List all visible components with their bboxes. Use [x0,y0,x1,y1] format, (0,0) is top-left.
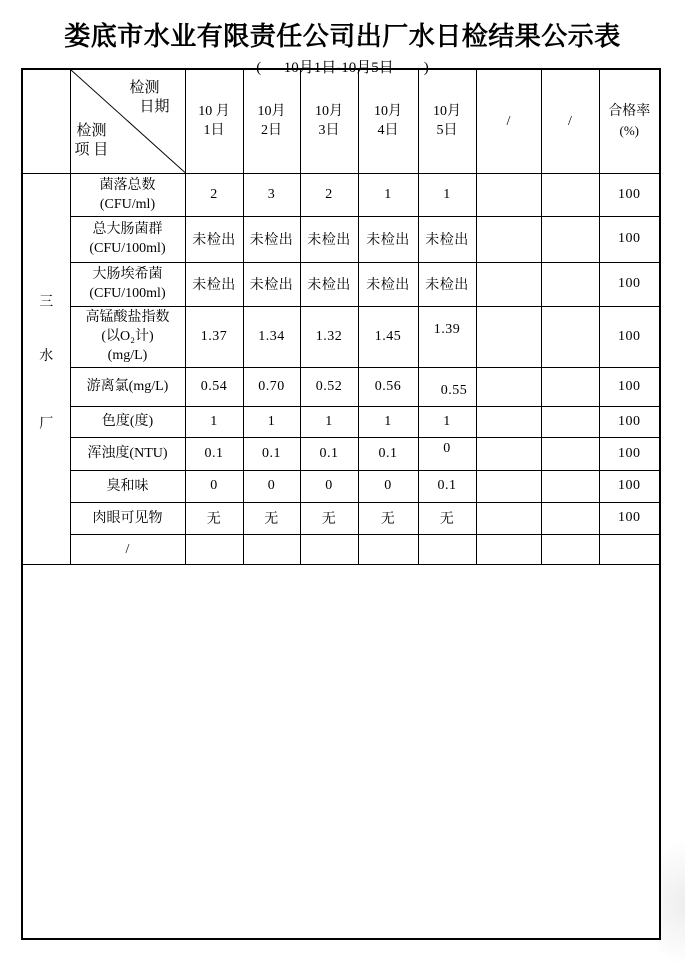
value-cell [476,173,541,216]
header-line: 10月 [257,104,286,120]
diagonal-header-cell [70,69,185,173]
value-cell: 100 [599,437,660,470]
plant-name-cell [22,173,70,564]
value-cell [541,306,599,367]
value-cell: 0 [300,470,358,502]
corner-empty-cell [22,69,70,173]
value-cell: 0 [185,470,243,502]
value-cell: 100 [599,406,660,437]
value-cell: 100 [599,173,660,216]
table-row-free-chlorine [22,367,660,406]
value-cell: 未检出 [358,216,418,262]
column-header-date-4 [358,69,418,173]
value-cell [300,534,358,564]
row-label-line: 菌落总数 [99,177,156,193]
diagonal-label-date: 日期 [139,99,170,115]
table-row-chroma [22,406,660,437]
column-header-slash-1: / [476,69,541,173]
page-edge-shadow [659,828,685,978]
header-line: 1日 [203,123,225,139]
row-label-line: 高锰酸盐指数 [85,310,170,325]
row-label-line: 浑浊度(NTU) [87,446,168,461]
row-label [70,173,185,216]
value-cell: 1.37 [185,306,243,367]
value-cell: 1 [418,173,476,216]
header-line: 合格率 [608,104,651,120]
row-label [70,367,185,406]
row-label [70,216,185,262]
value-cell: 未检出 [185,216,243,262]
value-cell: 未检出 [418,216,476,262]
value-cell: 0.52 [300,367,358,406]
value-cell: 0.1 [418,470,476,502]
value-cell [476,262,541,306]
inspection-results-table [21,68,661,940]
value-cell: 1 [358,173,418,216]
table-row-visible-matter [22,502,660,534]
value-cell [476,367,541,406]
value-cell: 无 [358,502,418,534]
table-row-total-coliform [22,216,660,262]
column-header-date-1 [185,69,243,173]
value-cell: 100 [599,367,660,406]
header-row [22,69,660,173]
header-line: 4日 [377,123,399,139]
header-line: 2日 [261,123,282,139]
header-line: 10月 [374,104,402,120]
row-label [70,406,185,437]
value-cell [541,406,599,437]
table-row-turbidity [22,437,660,470]
value-cell [476,406,541,437]
value-cell [476,306,541,367]
value-cell [418,306,476,367]
value-cell [541,216,599,262]
value-cell: 1.45 [358,306,418,367]
value-cell: 0.56 [358,367,418,406]
row-label-line: 游离氯(mg/L) [86,379,169,394]
header-line: 10月 [433,104,461,120]
value-text: 0 [443,440,451,456]
value-cell [541,470,599,502]
value-cell: 1.34 [243,306,300,367]
value-cell [541,173,599,216]
table-row-odor [22,470,660,502]
table-row-permanganate-index [22,306,660,367]
value-cell: 未检出 [185,262,243,306]
value-cell: 无 [185,502,243,534]
row-label-line: (CFU/100ml) [89,286,166,301]
value-cell: 无 [243,502,300,534]
value-cell: 未检出 [300,216,358,262]
value-cell: 100 [599,216,660,262]
value-cell: 未检出 [243,262,300,306]
value-cell [418,534,476,564]
row-label-line: 肉眼可见物 [92,510,163,526]
plant-char: 厂 [39,416,54,432]
value-cell: 2 [185,173,243,216]
value-cell: 0.1 [358,437,418,470]
value-cell: 1 [358,406,418,437]
value-cell [541,262,599,306]
value-cell: 未检出 [300,262,358,306]
value-cell: 未检出 [243,216,300,262]
value-cell [418,367,476,406]
page-title: 娄底市水业有限责任公司出厂水日检结果公示表 [64,22,621,52]
table-row-slash [22,534,660,564]
value-text: 0.55 [440,382,468,398]
value-cell [358,534,418,564]
row-label-line: (CFU/100ml) [89,241,166,256]
column-header-slash-2: / [541,69,599,173]
value-cell: 1 [243,406,300,437]
value-cell: 无 [418,502,476,534]
value-cell [541,367,599,406]
row-label-line: 臭和味 [106,478,149,494]
value-cell [476,534,541,564]
row-label-line: 大肠埃希菌 [92,267,163,282]
value-cell: 0 [358,470,418,502]
header-line: 5日 [436,123,458,139]
row-label-line: 总大肠菌群 [92,222,163,237]
row-label-line: (mg/L) [107,348,148,363]
value-cell: 未检出 [418,262,476,306]
row-label-line: (以O₂计) [101,329,154,344]
value-cell [418,437,476,470]
row-label [70,502,185,534]
value-cell [541,437,599,470]
value-text: 1.39 [433,321,461,337]
value-cell [599,534,660,564]
column-header-date-2 [243,69,300,173]
row-label-line: (CFU/ml) [99,196,156,212]
header-line: 10月 [315,104,343,120]
value-cell: 0 [243,470,300,502]
row-label-line: 色度(度) [101,414,154,429]
row-label [70,437,185,470]
plant-char: 三 [39,294,54,310]
value-cell [541,502,599,534]
diagonal-label-date: 检测 [129,80,160,96]
value-cell: 1 [418,406,476,437]
value-cell: 0.1 [243,437,300,470]
value-cell [476,216,541,262]
row-label-line: / [125,541,130,557]
value-cell: 未检出 [358,262,418,306]
column-header-date-5 [418,69,476,173]
value-cell: 1 [185,406,243,437]
value-cell: 100 [599,502,660,534]
value-cell: 1.32 [300,306,358,367]
column-header-pass-rate [599,69,660,173]
row-label [70,262,185,306]
value-cell [476,470,541,502]
column-header-date-3 [300,69,358,173]
value-cell: 无 [300,502,358,534]
blank-area-row [22,564,660,939]
header-line: (%) [619,123,639,139]
page-subtitle: ( 10月1日-10月5日 ) [256,60,429,76]
value-cell [243,534,300,564]
value-cell: 0.1 [300,437,358,470]
row-label [70,534,185,564]
header-line: 10 月 [198,104,230,120]
value-cell: 100 [599,262,660,306]
plant-char: 水 [39,348,54,364]
value-cell: 1 [300,406,358,437]
value-cell [476,437,541,470]
value-cell: 0.54 [185,367,243,406]
row-label [70,306,185,367]
row-label [70,470,185,502]
value-cell: 100 [599,306,660,367]
value-cell: 100 [599,470,660,502]
diagonal-label-item: 项 目 [74,142,109,158]
table-row-e-coli [22,262,660,306]
value-cell: 2 [300,173,358,216]
value-cell [185,534,243,564]
value-cell: 0.70 [243,367,300,406]
diagonal-label-item: 检测 [76,123,107,139]
value-cell [476,502,541,534]
value-cell [541,534,599,564]
value-cell: 0.1 [185,437,243,470]
blank-area-cell [22,564,660,939]
value-cell: 3 [243,173,300,216]
table-row-bacteria-count [22,173,660,216]
header-line: 3日 [318,123,340,139]
